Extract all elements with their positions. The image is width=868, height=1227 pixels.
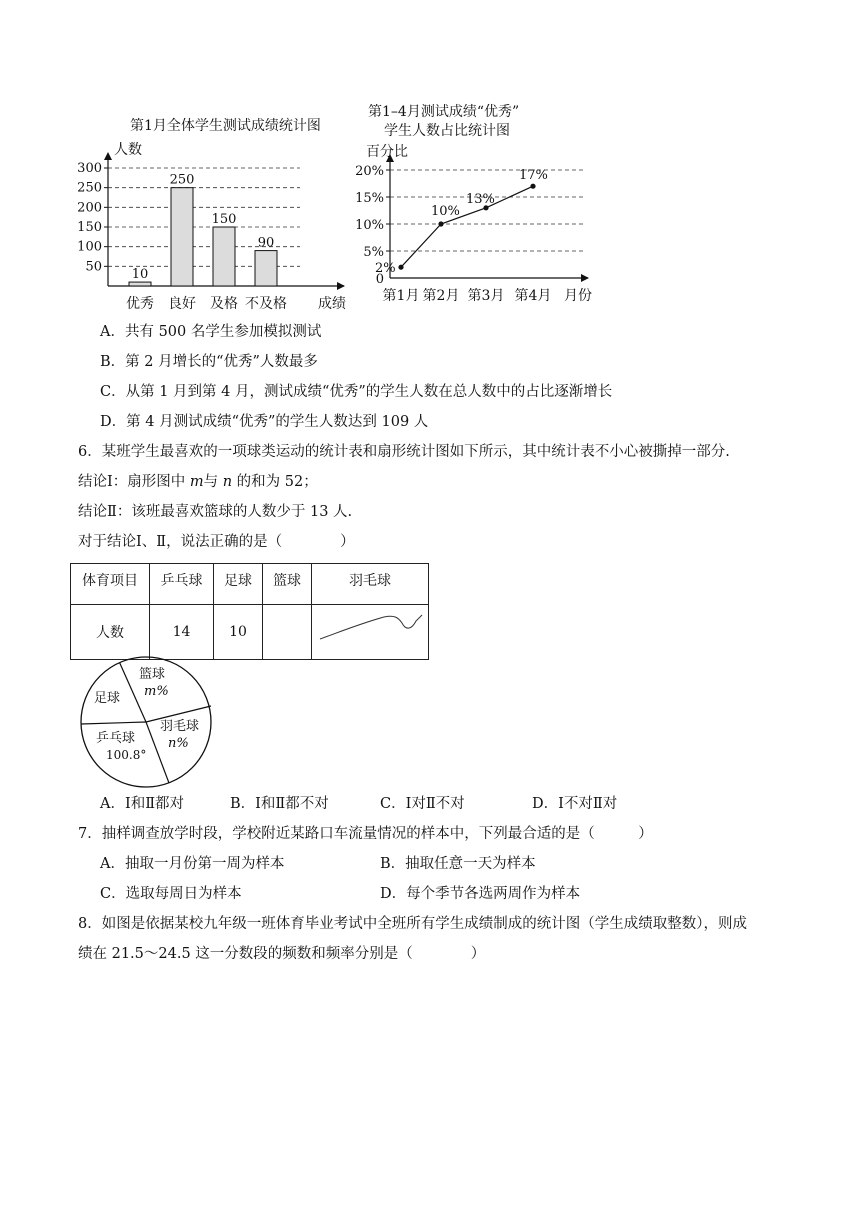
q5-option-d: D．第 4 月测试成绩“优秀”的学生人数达到 109 人 <box>100 414 429 430</box>
bar-tick-label: 250 <box>77 180 102 196</box>
pie-value-badminton: n% <box>168 736 189 751</box>
line-tick-label: 20% <box>355 164 384 179</box>
table-cell: 14 <box>150 605 214 660</box>
bar-x-arrow-icon <box>337 282 345 290</box>
torn-cell <box>312 605 429 660</box>
line-x-arrow-icon <box>581 274 589 282</box>
line-y-label: 百分比 <box>366 144 408 160</box>
pie-chart <box>76 652 216 792</box>
line-chart-title-1: 第1–4月测试成绩“优秀” <box>368 104 520 120</box>
q6-stem: 6．某班学生最喜欢的一项球类运动的统计表和扇形统计图如下所示，其中统计表不小心被撕掉一部分. <box>78 444 730 460</box>
table-cell: 人数 <box>71 605 150 660</box>
bar-category-label: 良好 <box>168 296 196 312</box>
line-point <box>438 221 443 226</box>
q6-c1-n: n <box>222 474 233 490</box>
q7-option-b: B．抽取任意一天为样本 <box>380 856 536 872</box>
q6-ask: 对于结论Ⅰ、Ⅱ，说法正确的是（ ） <box>78 534 355 550</box>
bar-category-label: 不及格 <box>245 296 287 312</box>
bar-chart-svg <box>74 108 364 318</box>
sports-table <box>70 563 429 660</box>
bar-chart-title: 第1月全体学生测试成绩统计图 <box>130 118 321 134</box>
table-header: 体育项目 <box>71 564 150 605</box>
line-tick-label: 10% <box>355 218 384 233</box>
pie-label-basketball: 篮球 <box>139 667 166 682</box>
q6-option-d: D．Ⅰ不对Ⅱ对 <box>532 796 618 812</box>
bar <box>171 188 193 286</box>
pie-label-football: 足球 <box>94 691 121 706</box>
bar <box>129 282 151 286</box>
q6-c1-m: m <box>189 474 204 490</box>
q7-stem: 7．抽样调查放学时段，学校附近某路口车流量情况的样本中，下列最合适的是（ ） <box>78 826 653 842</box>
table-header: 足球 <box>214 564 263 605</box>
q6-option-b: B．Ⅰ和Ⅱ都不对 <box>230 796 329 812</box>
table-header: 乒乓球 <box>150 564 214 605</box>
q5-option-c: C．从第 1 月到第 4 月，测试成绩“优秀”的学生人数在总人数中的占比逐渐增长 <box>100 384 613 400</box>
line-x-label: 月份 <box>564 288 592 304</box>
q8-line-2: 绩在 21.5～24.5 这一分数段的频数和频率分别是（ ） <box>78 946 486 962</box>
q6-c1-mid: 与 <box>203 474 223 490</box>
line-category-label: 第4月 <box>514 288 552 304</box>
torn-edge-icon <box>312 609 428 651</box>
q6-conclusion-1 <box>78 472 318 492</box>
q5-option-a: A．共有 500 名学生参加模拟测试 <box>100 324 322 340</box>
bar-category-label: 优秀 <box>126 296 154 312</box>
bar-y-arrow-icon <box>104 152 112 160</box>
q7-option-a: A．抽取一月份第一周为样本 <box>100 856 285 872</box>
bar-data-label: 150 <box>211 212 237 227</box>
sports-table-wrap <box>70 563 429 660</box>
q6-conclusion-2: 结论Ⅱ：该班最喜欢篮球的人数少于 13 人. <box>78 504 353 520</box>
bar-category-label: 及格 <box>210 296 238 312</box>
q7-option-d: D．每个季节各选两周作为样本 <box>380 886 581 902</box>
pie-label-badminton: 羽毛球 <box>160 719 200 734</box>
bar-data-label: 10 <box>131 267 149 283</box>
line-data-label: 2% <box>375 261 396 277</box>
line-category-label: 第1月 <box>382 288 420 304</box>
q6-c1-post: 的和为 52； <box>232 474 318 490</box>
bar-data-label: 90 <box>257 235 275 251</box>
bar-chart <box>74 108 364 318</box>
bar-tick-label: 50 <box>85 259 102 275</box>
line-point <box>398 265 403 270</box>
line-point <box>530 184 535 189</box>
bar-tick-label: 200 <box>77 200 102 216</box>
q5-option-b: B．第 2 月增长的“优秀”人数最多 <box>100 354 318 370</box>
q7-option-c: C．选取每周日为样本 <box>100 886 242 902</box>
line-data-label: 17% <box>519 168 548 184</box>
q6-c1-text: 结论Ⅰ：扇形图中 <box>78 474 190 490</box>
bar-tick-label: 300 <box>77 161 102 176</box>
line-tick-label: 0 <box>375 272 384 287</box>
line-chart-svg <box>348 100 618 310</box>
bar-tick-label: 100 <box>77 239 102 255</box>
bar-data-label: 250 <box>169 172 195 188</box>
line-tick-label: 15% <box>355 191 384 206</box>
pie-value-pingpong: 100.8° <box>106 748 147 762</box>
bar <box>213 227 235 286</box>
table-cell <box>263 605 312 660</box>
bar-tick-label: 150 <box>77 220 102 235</box>
pie-value-basketball: m% <box>144 684 169 699</box>
line-chart-title-2: 学生人数占比统计图 <box>384 123 510 139</box>
line-category-label: 第3月 <box>467 288 505 304</box>
q6-option-a: A．Ⅰ和Ⅱ都对 <box>100 796 185 812</box>
table-header: 羽毛球 <box>312 564 429 605</box>
pie-chart-svg <box>76 652 216 792</box>
bar <box>255 251 277 286</box>
q6-option-c: C．Ⅰ对Ⅱ不对 <box>380 796 465 812</box>
line-tick-label: 5% <box>363 245 384 260</box>
bar-y-label: 人数 <box>114 142 142 158</box>
table-header: 篮球 <box>263 564 312 605</box>
q8-line-1: 8．如图是依据某校九年级一班体育毕业考试中全班所有学生成绩制成的统计图（学生成绩取整数），则成 <box>78 916 747 932</box>
line-data-label: 13% <box>466 191 495 207</box>
line-category-label: 第2月 <box>422 288 460 304</box>
line-data-label: 10% <box>431 204 460 219</box>
line-chart <box>348 100 618 310</box>
bar-x-label: 成绩 <box>318 296 346 312</box>
pie-label-pingpong: 乒乓球 <box>96 731 136 746</box>
table-cell: 10 <box>214 605 263 660</box>
